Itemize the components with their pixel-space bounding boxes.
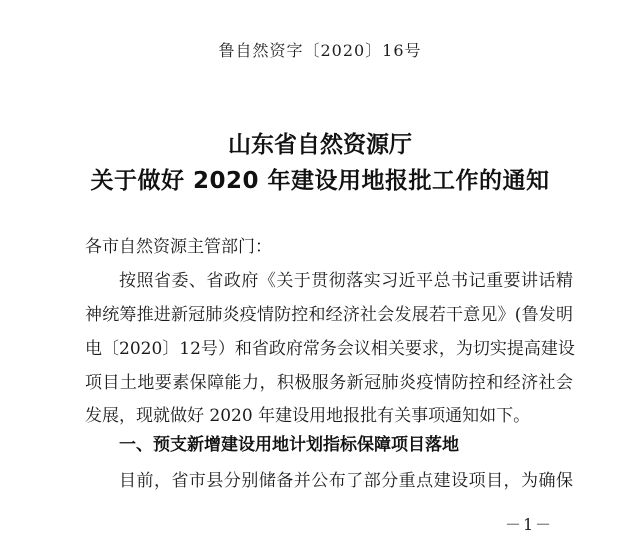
document-number: 鲁自然资字〔2020〕16号: [218, 41, 422, 60]
salutation: 各市自然资源主管部门：: [85, 237, 272, 257]
paragraph-line: 发展，现就做好 2020 年建设用地报批有关事项通知如下。: [85, 406, 531, 426]
paragraph-line: 项目土地要素保障能力，积极服务新冠肺炎疫情防控和经济社会: [85, 373, 573, 393]
section-heading: 一、预支新增建设用地计划指标保障项目落地: [119, 435, 459, 455]
issuer-title: 山东省自然资源厅: [228, 132, 412, 158]
notice-title: 关于做好 2020 年建设用地报批工作的通知: [90, 168, 550, 194]
paragraph-line: 神统筹推进新冠肺炎疫情防控和经济社会发展若干意见》(鲁发明: [85, 305, 573, 325]
paragraph-line: 目前，省市县分别储备并公布了部分重点建设项目，为确保: [119, 471, 573, 491]
paragraph-line: 按照省委、省政府《关于贯彻落实习近平总书记重要讲话精: [119, 271, 573, 291]
paragraph-line: 电〔2020〕12号）和省政府常务会议相关要求，为切实提高建设: [85, 339, 575, 359]
page-number: －1－: [505, 515, 554, 534]
